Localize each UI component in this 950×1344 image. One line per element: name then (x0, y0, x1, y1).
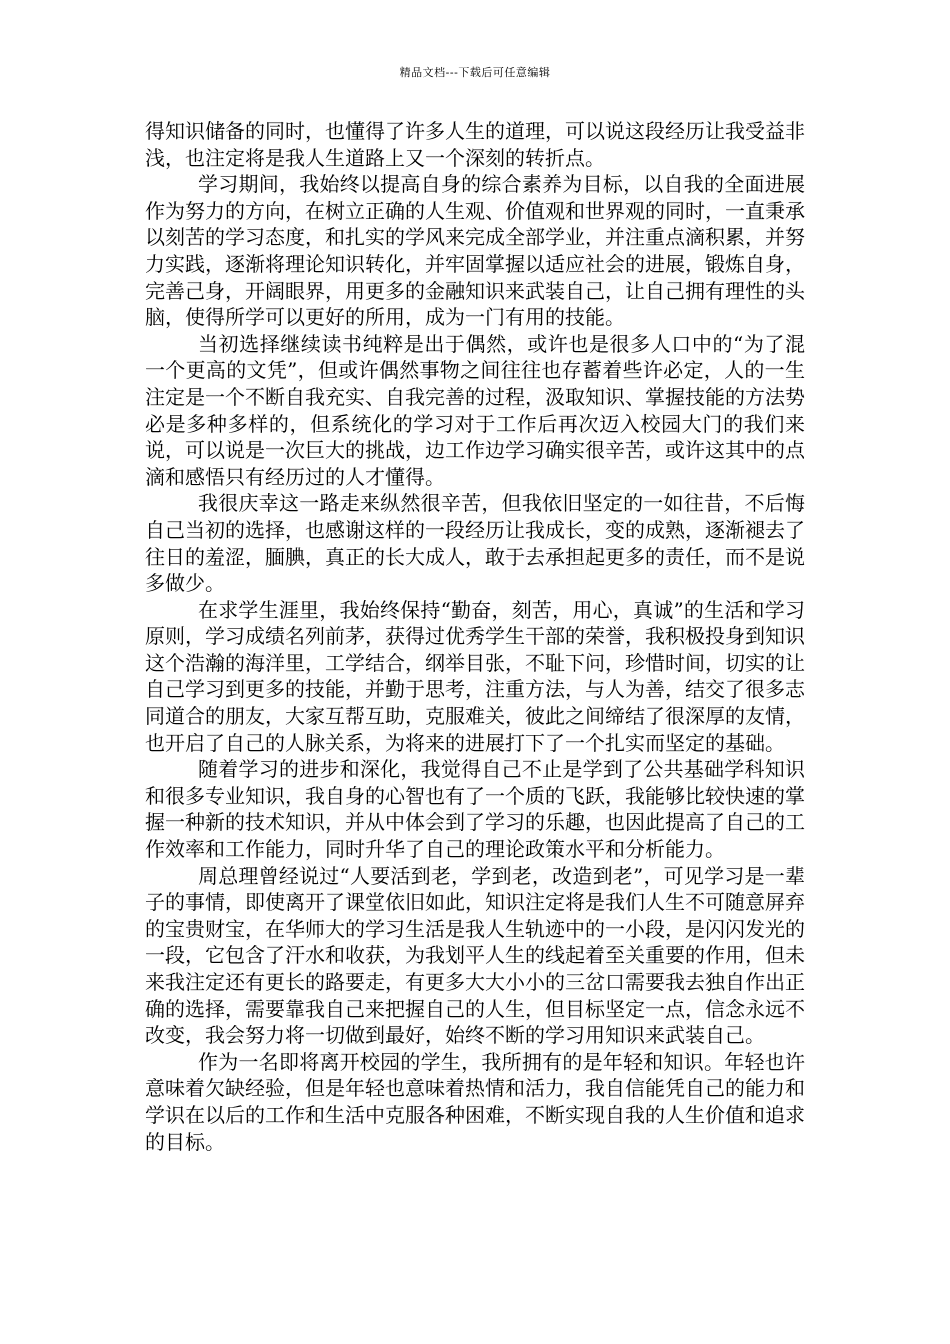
paragraph: 在求学生涯里，我始终保持“勤奋，刻苦，用心，真诚”的生活和学习原则，学习成绩名列前茅，获得过优秀学生干部的荣誉，我积极投身到知识这个浩瀚的海洋里，工学结合，纲举目张，不耻下问，珍惜时间，切实的让自己学习到更多的技能，并勤于思考，注重方法，与人为善，结交了很多志同道合的朋友，大家互帮互助，克服难关，彼此之间缔结了很深厚的友情，也开启了自己的人脉关系，为将来的进展打下了一个扎实而坚定的基础。 (145, 597, 805, 755)
paragraph: 我很庆幸这一路走来纵然很辛苦，但我依旧坚定的一如往昔，不后悔自己当初的选择，也感谢这样的一段经历让我成长，变的成熟，逐渐褪去了往日的羞涩，腼腆，真正的长大成人，敢于去承担起更多的责任，而不是说多做少。 (145, 491, 805, 596)
paragraph: 随着学习的进步和深化，我觉得自己不止是学到了公共基础学科知识和很多专业知识，我自身的心智也有了一个质的飞跃，我能够比较快速的掌握一种新的技术知识，并从中体会到了学习的乐趣，也因此提高了自己的工作效率和工作能力，同时升华了自己的理论政策水平和分析能力。 (145, 757, 805, 862)
paragraph: 作为一名即将离开校园的学生，我所拥有的是年轻和知识。年轻也许意味着欠缺经验，但是年轻也意味着热情和活力，我自信能凭自己的能力和学识在以后的工作和生活中克服各种困难，不断实现自我的人生价值和追求的目标。 (145, 1049, 805, 1154)
paragraph: 当初选择继续读书纯粹是出于偶然，或许也是很多人口中的“为了混一个更高的文凭”，但或许偶然事物之间往往也存蓄着些许必定，人的一生注定是一个不断自我充实、自我完善的过程，汲取知识、掌握技能的方法势必是多种多样的，但系统化的学习对于工作后再次迈入校园大门的我们来说，可以说是一次巨大的挑战，边工作边学习确实很辛苦，或许这其中的点滴和感悟只有经历过的人才懂得。 (145, 331, 805, 489)
document-body (145, 118, 805, 1155)
paragraph-continued: 得知识储备的同时，也懂得了许多人生的道理，可以说这段经历让我受益非浅，也注定将是我人生道路上又一个深刻的转折点。 (145, 119, 805, 170)
page-header: 精品文档---下载后可任意编辑 (399, 66, 551, 79)
paragraph: 周总理曾经说过“人要活到老，学到老，改造到老”，可见学习是一辈子的事情，即使离开了课堂依旧如此，知识注定将是我们人生不可随意屏弃的宝贵财宝，在华师大的学习生活是我人生轨迹中的一小段，是闪闪发光的一段，它包含了汗水和收获，为我划平人生的线起着至关重要的作用，但未来我注定还有更长的路要走，有更多大大小小的三岔口需要我去独自作出正确的选择，需要靠我自己来把握自己的人生，但目标坚定一点，信念永远不改变，我会努力将一切做到最好，始终不断的学习用知识来武装自己。 (145, 863, 805, 1048)
paragraph: 学习期间，我始终以提高自身的综合素养为目标，以自我的全面进展作为努力的方向，在树立正确的人生观、价值观和世界观的同时，一直秉承以刻苦的学习态度，和扎实的学风来完成全部学业，并注重点滴积累，并努力实践，逐渐将理论知识转化，并牢固掌握以适应社会的进展，锻炼自身，完善己身，开阔眼界，用更多的金融知识来武装自己，让自己拥有理性的头脑，使得所学可以更好的所用，成为一门有用的技能。 (145, 172, 805, 330)
